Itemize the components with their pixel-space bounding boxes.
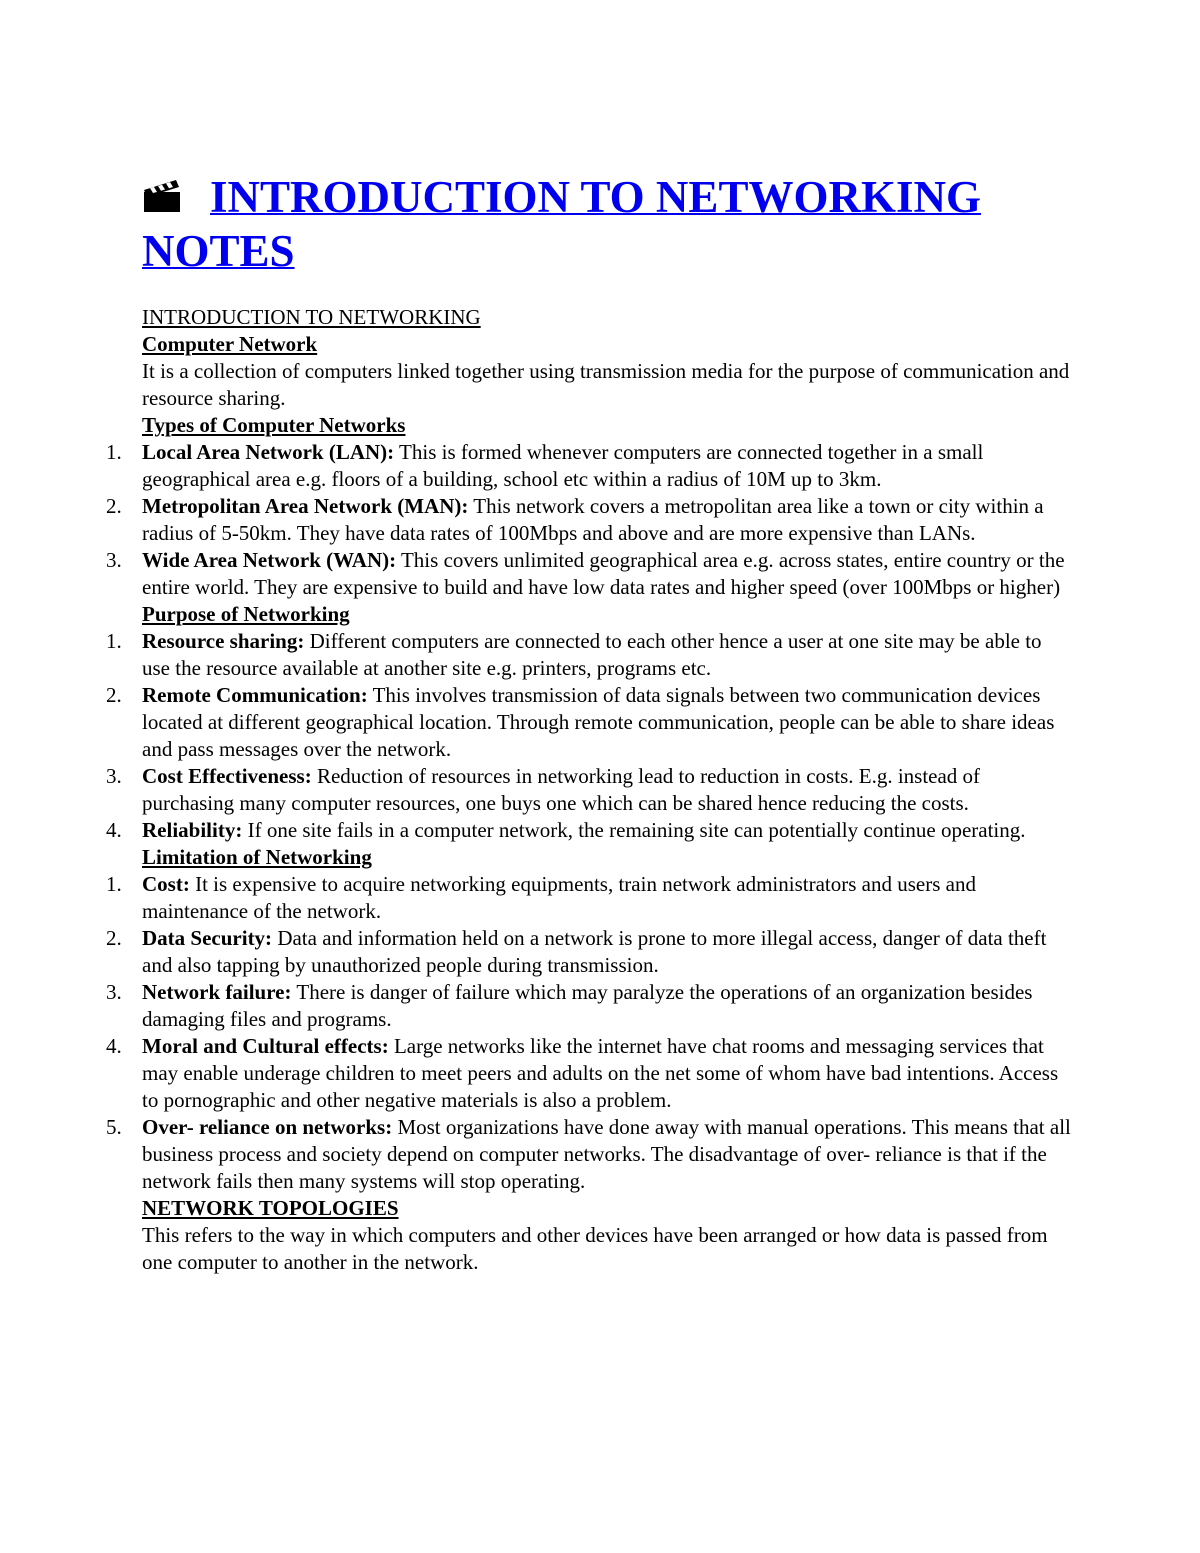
list-number: 4. [106, 1034, 122, 1058]
list-term: Cost Effectiveness: [142, 764, 312, 788]
limitation-heading: Limitation of Networking [142, 845, 372, 869]
list-term: Network failure: [142, 980, 292, 1004]
topologies-text: This refers to the way in which computers and other devices have been arranged or how data is passed from one computer to another in the network. [142, 1223, 1048, 1274]
list-text: It is expensive to acquire networking equipments, train network administrators and users and maintenance of the network. [142, 872, 976, 923]
list-text: This covers unlimited geographical area e.g. across states, entire country or the entire world. They are expensive to build and have low data rates and higher speed (over 100Mbps or higher) [142, 548, 1065, 599]
list-item [106, 979, 1072, 1033]
document-body [106, 304, 1072, 1276]
list-item [106, 682, 1072, 763]
list-term: Local Area Network (LAN): [142, 440, 395, 464]
topologies-heading: NETWORK TOPOLOGIES [142, 1196, 399, 1220]
title-link-line1[interactable]: INTRODUCTION TO NETWORKING [210, 172, 981, 222]
list-term: Metropolitan Area Network (MAN): [142, 494, 469, 518]
types-heading: Types of Computer Networks [142, 413, 406, 437]
list-number: 3. [106, 548, 122, 572]
list-item [106, 628, 1072, 682]
list-text: This involves transmission of data signals between two communication devices located at different geographical location. Through remote communication, people can be able to share ideas and pass messages over the network. [142, 683, 1055, 761]
list-term: Moral and Cultural effects: [142, 1034, 389, 1058]
document-title [142, 170, 1072, 278]
list-text: Reduction of resources in networking lead to reduction in costs. E.g. instead of purchasing many computer resources, one buys one which can be shared hence reducing the costs. [142, 764, 981, 815]
list-item [106, 493, 1072, 547]
title-link-line2[interactable]: NOTES [142, 226, 295, 276]
list-number: 5. [106, 1115, 122, 1139]
list-term: Data Security: [142, 926, 273, 950]
list-item [106, 925, 1072, 979]
list-text: Different computers are connected to each other hence a user at one site may be able to use the resource available at another site e.g. printers, programs etc. [142, 629, 1042, 680]
list-text: Large networks like the internet have chat rooms and messaging services that may enable underage children to meet peers and adults on the net some of whom have bad intentions. Access to pornographic and other negative materials is also a problem. [142, 1034, 1059, 1112]
purpose-list [106, 628, 1072, 844]
document-page [106, 170, 1072, 1276]
list-number: 3. [106, 980, 122, 1004]
list-number: 2. [106, 494, 122, 518]
list-text: There is danger of failure which may paralyze the operations of an organization besides damaging files and programs. [142, 980, 1033, 1031]
list-text: This is formed whenever computers are connected together in a small geographical area e.g. floors of a building, school etc within a radius of 10M up to 3km. [142, 440, 984, 491]
list-number: 2. [106, 683, 122, 707]
list-text: If one site fails in a computer network, the remaining site can potentially continue operating. [242, 818, 1026, 842]
list-number: 2. [106, 926, 122, 950]
list-number: 1. [106, 629, 122, 653]
list-term: Reliability: [142, 818, 243, 842]
list-term: Remote Communication: [142, 683, 368, 707]
list-item [106, 1114, 1072, 1195]
list-item [106, 439, 1072, 493]
purpose-heading: Purpose of Networking [142, 602, 350, 626]
intro-heading: INTRODUCTION TO NETWORKING [142, 305, 481, 329]
list-number: 1. [106, 440, 122, 464]
list-item [106, 1033, 1072, 1114]
list-item [106, 817, 1072, 844]
list-text: Most organizations have done away with manual operations. This means that all business process and society depend on computer networks. The disadvantage of over- reliance is that if the network fails then many systems will stop operating. [142, 1115, 1071, 1193]
computer-network-heading: Computer Network [142, 332, 318, 356]
list-number: 3. [106, 764, 122, 788]
list-term: Resource sharing: [142, 629, 305, 653]
list-text: Data and information held on a network is prone to more illegal access, danger of data theft and also tapping by unauthorized people during transmission. [142, 926, 1047, 977]
computer-network-text: It is a collection of computers linked together using transmission media for the purpose of communication and resource sharing. [142, 359, 1070, 410]
list-number: 4. [106, 818, 122, 842]
list-item [106, 871, 1072, 925]
list-term: Wide Area Network (WAN): [142, 548, 397, 572]
list-text: This network covers a metropolitan area like a town or city within a radius of 5-50km. They have data rates of 100Mbps and above and are more expensive than LANs. [142, 494, 1044, 545]
types-list [106, 439, 1072, 601]
list-term: Over- reliance on networks: [142, 1115, 393, 1139]
list-item [106, 763, 1072, 817]
limitation-list [106, 871, 1072, 1195]
list-number: 1. [106, 872, 122, 896]
list-item [106, 547, 1072, 601]
list-term: Cost: [142, 872, 190, 896]
clapperboard-icon [142, 178, 182, 214]
